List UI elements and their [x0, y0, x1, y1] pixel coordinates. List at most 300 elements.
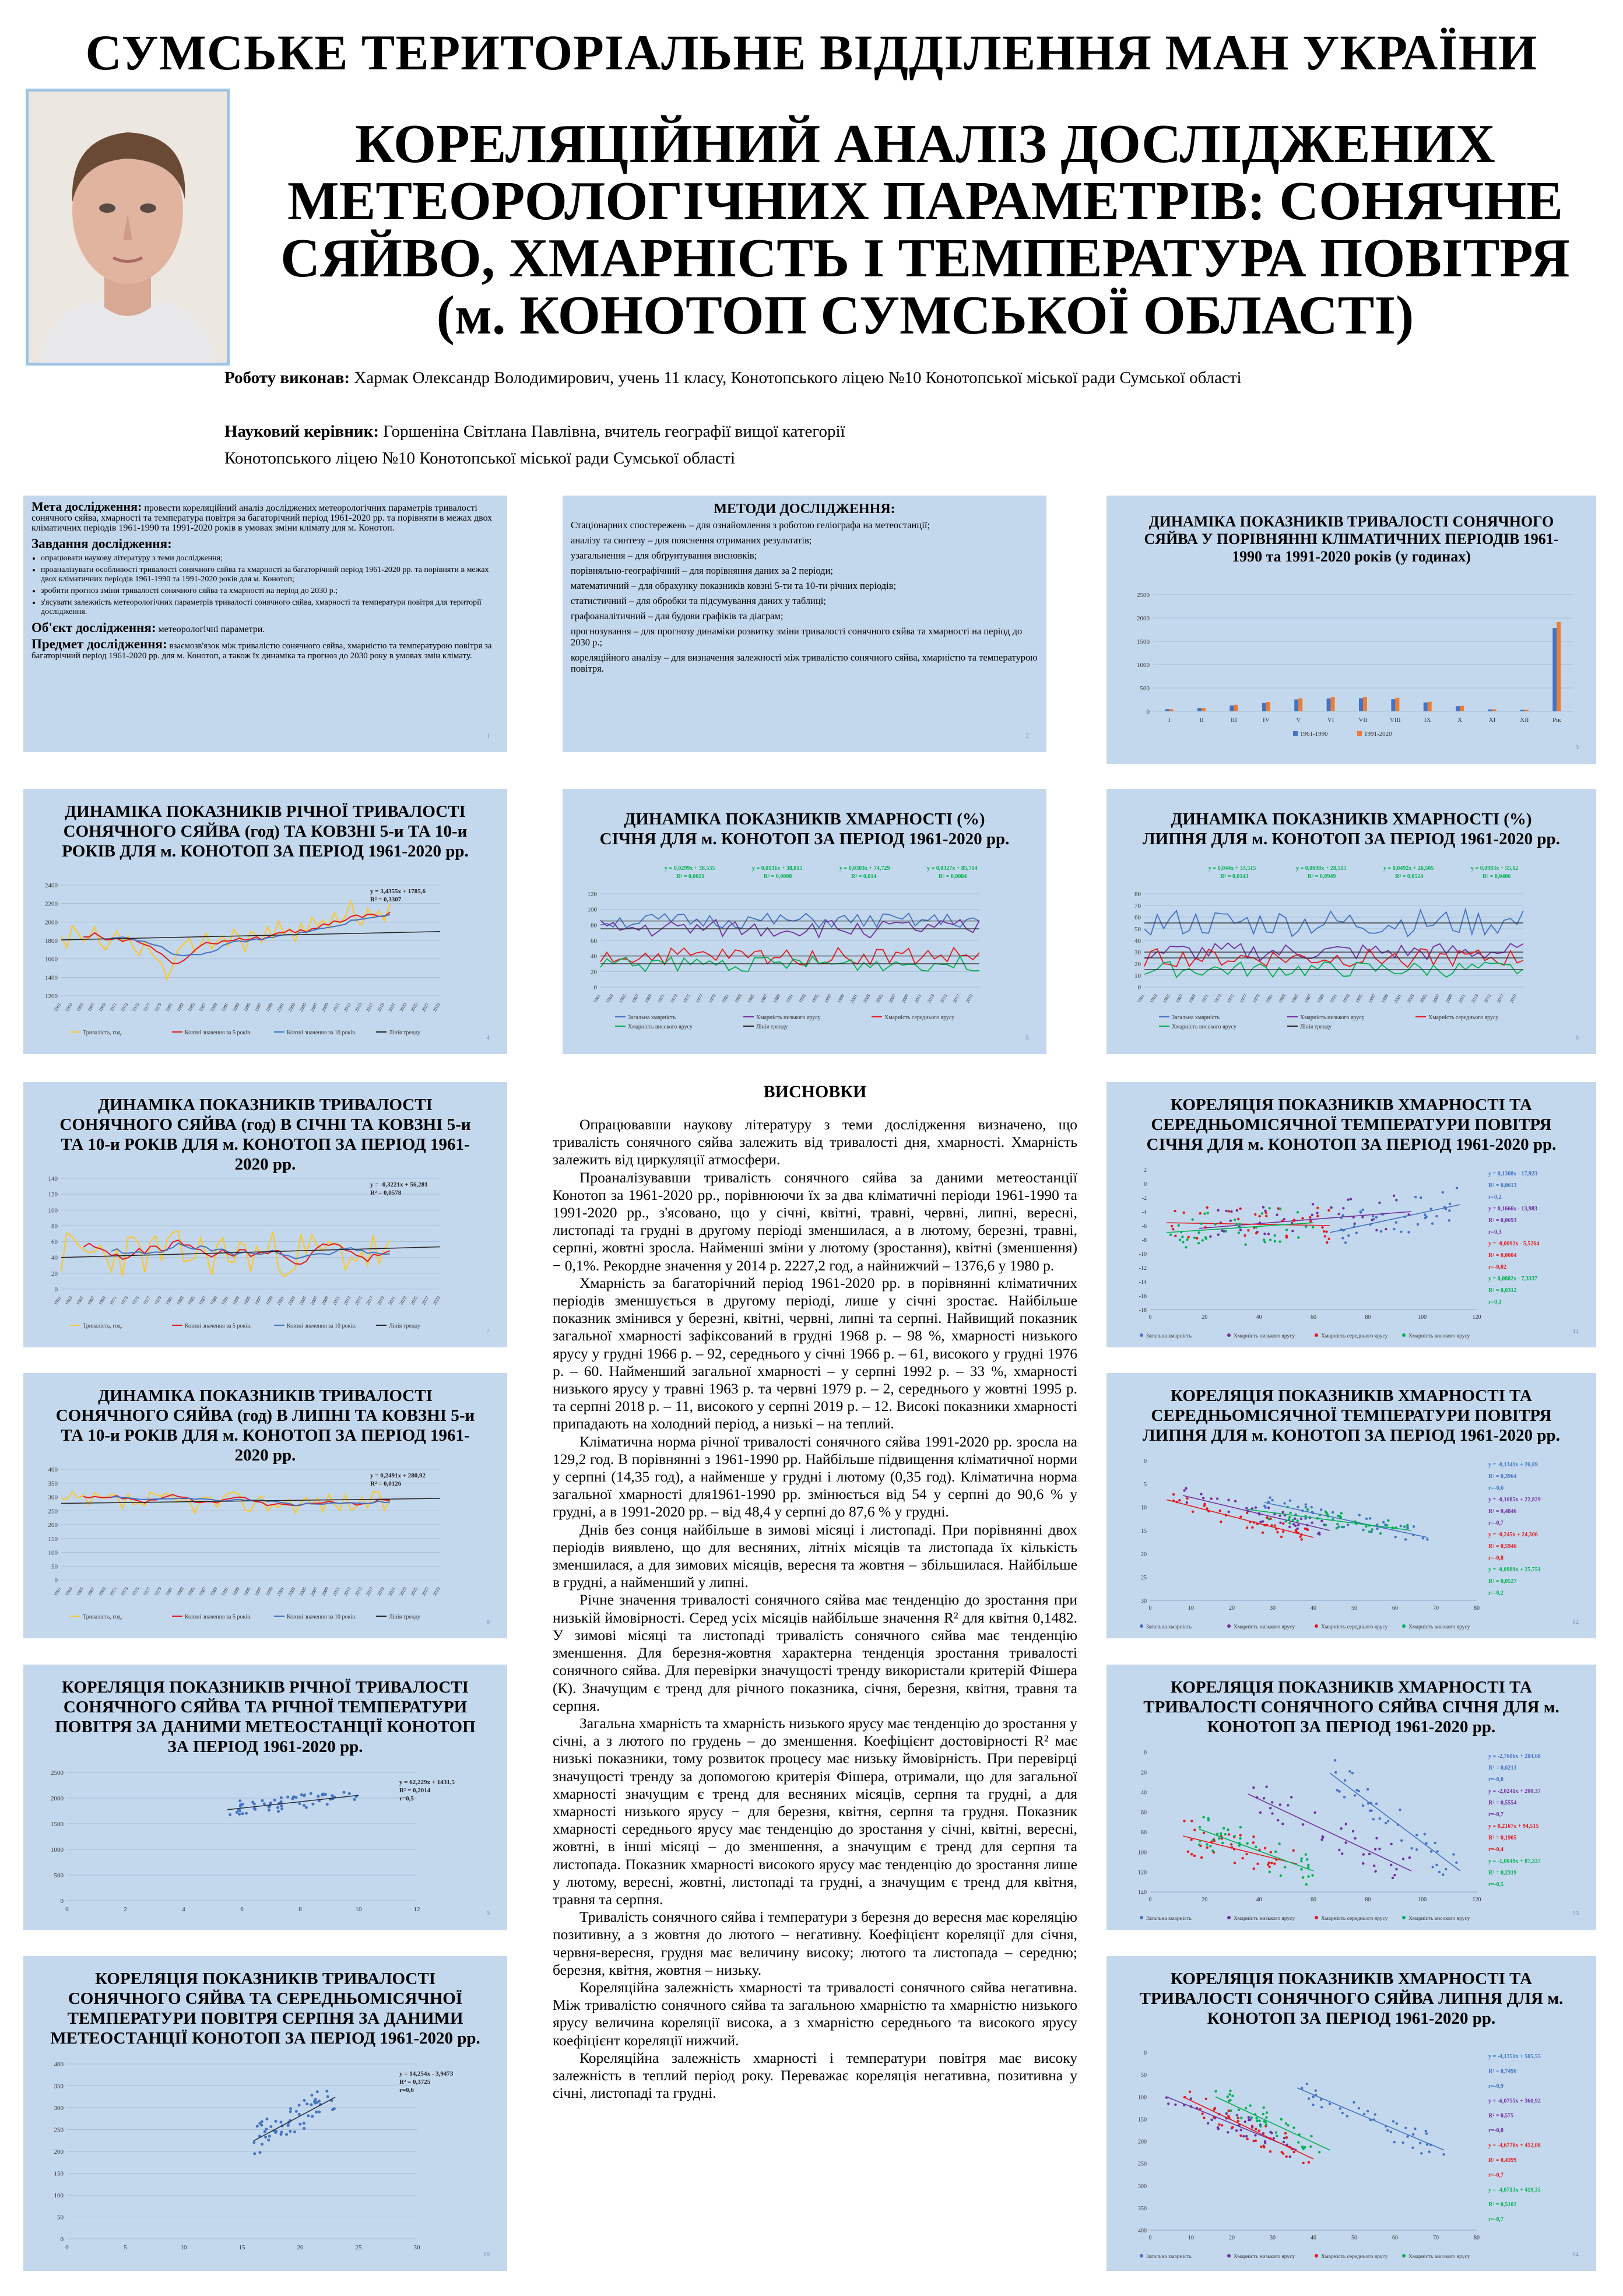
scatter-point [1274, 1240, 1276, 1242]
x-tick-label: 1977 [142, 1295, 152, 1306]
scatter-point [1432, 1866, 1434, 1868]
scatter-point [1341, 1237, 1344, 1239]
scatter-point [1392, 2120, 1394, 2122]
x-tick-label: 1961 [52, 1002, 62, 1013]
x-tick-label: 1995 [242, 1002, 252, 1013]
legend-label: Лінія тренду [389, 1323, 421, 1329]
scatter-point [1270, 1862, 1273, 1864]
y-tick-label: -2 [1141, 1195, 1147, 1202]
scatter-point [1285, 1236, 1288, 1238]
scatter-point [325, 2090, 328, 2093]
x-tick-label: 2013 [342, 1586, 352, 1597]
scatter-point [1325, 1230, 1327, 1233]
trend-equation: y = 0,2491x + 280,92 [370, 1472, 426, 1479]
scatter-point [1178, 1224, 1180, 1227]
scatter-point [1362, 1862, 1364, 1865]
x-tick-label: 1975 [131, 1586, 140, 1597]
scatter-point [1185, 1246, 1187, 1248]
x-tick-label: 1989 [209, 1002, 219, 1013]
scatter-point [1399, 1809, 1401, 1811]
scatter-point [1407, 1213, 1410, 1216]
y-tick-label: 20 [591, 968, 597, 976]
conclusion-paragraph: Проаналізувавши тривалість сонячного сяйва за даними метеостанції Конотоп за 1961-2020 рр., порівнюючи їх за два кліматичні періоди 1961-1990 та 1991-2020 рр., з'ясовано, що у січні, квітні, травні, червні, липні, вересні, листопаді та грудні в другому періоді зменшилася, а в лютому, березні, травні, серпні, жовтні зросла. Найменші зміни у лютому (зростання), квітні (зменшення) − 0,1%. Рекордне значення у 2014 р. 2227,2 год, а найнижчий – 1376,6 у 1980 р. [553, 1168, 1077, 1274]
scatter-point [1244, 1243, 1246, 1245]
scatter-point [1174, 1210, 1176, 1212]
scatter-point [1379, 1532, 1382, 1535]
y-tick-label: 25 [1141, 1575, 1147, 1581]
x-tick-label: 1965 [75, 1002, 85, 1013]
scatter-point [326, 1803, 329, 1806]
x-tick-label: 1993 [798, 993, 807, 1004]
trend-equation: r=-0,8 [1488, 2128, 1503, 2134]
y-tick-label: 100 [587, 906, 597, 914]
scatter-point [1406, 2135, 1408, 2137]
trend-r2: R² = 0,0578 [370, 1189, 402, 1196]
x-tick-label: 1967 [631, 993, 640, 1004]
scatter-point [1261, 1212, 1263, 1214]
chart-panel-jul-sunshine [23, 1373, 507, 1638]
y-tick-label: 50 [57, 2214, 64, 2221]
slide-number: 4 [486, 1034, 490, 1041]
scatter-point [1204, 1236, 1207, 1238]
scatter-point [1311, 1506, 1313, 1508]
bar [1359, 698, 1363, 711]
scatter-point [1320, 2106, 1323, 2108]
x-tick-label: 2005 [874, 993, 884, 1004]
x-tick-label: Рік [1552, 717, 1561, 724]
x-tick-label: 2015 [354, 1002, 363, 1013]
scatter-point [1267, 1507, 1270, 1509]
x-tick-label: 1995 [242, 1295, 252, 1306]
scatter-point [1386, 2129, 1389, 2132]
y-tick-label: 0 [54, 1577, 58, 1584]
scatter-point [1254, 1213, 1256, 1216]
x-tick-label: 1999 [1380, 993, 1390, 1004]
scatter-point [1183, 1212, 1185, 1214]
scatter-point [1288, 1518, 1290, 1521]
scatter-point [1371, 1219, 1373, 1221]
x-tick-label: 2003 [862, 993, 872, 1004]
x-tick-label: 1979 [1252, 993, 1262, 1004]
scatter-point [1442, 1191, 1444, 1193]
scatter-point [1249, 2104, 1251, 2107]
slide-number: 5 [1025, 1034, 1029, 1041]
x-tick-label: 1997 [254, 1295, 263, 1306]
scatter-point [1190, 1820, 1193, 1822]
scatter-point [303, 1794, 305, 1797]
trend-equation: r=-0,2 [1488, 1590, 1503, 1596]
y-tick-label: 60 [591, 938, 597, 945]
y-tick-label: -10 [1139, 1251, 1147, 1258]
scatter-point [1192, 1511, 1194, 1513]
scatter-point [1202, 2112, 1204, 2115]
legend-label: Хмарність низького ярусу [1234, 1333, 1295, 1339]
scatter-point [1187, 1851, 1189, 1853]
scatter-point [1214, 1223, 1216, 1226]
scatter-point [1330, 1206, 1332, 1209]
scatter-point [1359, 1212, 1362, 1214]
scatter-point [1406, 1527, 1408, 1529]
legend-label: 1991-2020 [1364, 731, 1392, 738]
scatter-point [1203, 1832, 1205, 1834]
x-tick-label: 1963 [605, 993, 614, 1004]
scatter-point [1321, 1226, 1323, 1228]
scatter-point [1358, 1514, 1361, 1516]
scatter-point [1308, 2097, 1310, 2100]
trend-r2: R² = 0,0084 [939, 873, 967, 880]
legend-label: Хмарність середнього ярусу [1428, 1014, 1499, 1021]
trend-line [1199, 1829, 1313, 1871]
scatter-point [1347, 1199, 1349, 1201]
scatter-point [1305, 1853, 1307, 1855]
x-tick-label: 1997 [823, 993, 833, 1004]
y-tick-label: 40 [1141, 1789, 1147, 1796]
y-tick-label: 0 [54, 1286, 58, 1293]
scatter-point [1299, 1536, 1301, 1538]
scatter-point [1395, 1221, 1397, 1223]
scatter-point [1239, 1207, 1242, 1210]
scatter-point [1300, 1868, 1302, 1870]
bar [1202, 708, 1206, 711]
scatter-point [1390, 2130, 1392, 2133]
y-tick-label: 0 [1144, 1458, 1147, 1465]
x-tick-label: 2003 [287, 1002, 297, 1013]
scatter-point [265, 2128, 268, 2130]
scatter-point [1214, 2090, 1217, 2093]
jul-cloud-chart [1118, 862, 1585, 1048]
x-tick-label: 2021 [387, 1295, 397, 1306]
scatter-point [1229, 2109, 1232, 2112]
scatter-point [289, 2107, 292, 2110]
legend-swatch [1402, 2254, 1406, 2258]
trend-equation: R² = 0,4846 [1488, 1508, 1517, 1515]
scatter-point [331, 1794, 333, 1797]
y-tick-label: 100 [54, 2192, 64, 2199]
y-tick-label: 30 [1134, 949, 1141, 956]
x-tick-label: 2025 [409, 1002, 419, 1013]
y-tick-label: 80 [591, 922, 597, 929]
x-tick-label: 1965 [1162, 993, 1171, 1004]
scatter-point [1252, 1835, 1255, 1838]
x-tick-label: 2027 [420, 1586, 430, 1597]
scatter-point [1400, 1230, 1402, 1233]
trend-line [1167, 1500, 1313, 1537]
y-tick-label: 50 [51, 1563, 58, 1571]
x-tick-label: 1993 [231, 1295, 241, 1306]
x-tick-label: 1985 [187, 1586, 196, 1597]
scatter-point [1300, 1858, 1302, 1860]
series-line [600, 947, 979, 965]
trend-equation: R² = 0,1905 [1488, 1835, 1517, 1841]
y-tick-label: 250 [54, 2126, 64, 2134]
legend-label: Загальна хмарність [1146, 2254, 1192, 2260]
scatter-point [1245, 2107, 1247, 2109]
scatter-point [315, 2111, 318, 2114]
legend-label: Хмарність низького ярусу [1234, 1916, 1295, 1922]
scatter-point [1290, 1796, 1292, 1798]
y-tick-label: 200 [54, 2148, 64, 2155]
scatter-point [1205, 2098, 1207, 2100]
conclusion-paragraph: Кореляційна залежність хмарності та тривалості сонячного сяйва негативна. Між тривалістю сонячного сяйва та загальною хмарністю та хмарністю низького ярусу величина кореляції висока, а з хмарністю середнього та високого ярусу коефіцієнт кореляції нижчий. [553, 1978, 1077, 2049]
x-tick-label: 1963 [64, 1586, 73, 1597]
scatter-point [1288, 1516, 1291, 1518]
scatter-point [1193, 1237, 1196, 1239]
scatter-point [1209, 1235, 1211, 1238]
x-tick-label: 40 [1311, 1605, 1316, 1612]
scatter-point [1456, 1187, 1458, 1189]
scatter-point [1229, 2099, 1231, 2101]
scatter-point [1325, 1511, 1327, 1513]
method-item: Стаціонарних спостережень – для ознайомлення з роботою геліографа на метеостанції; [571, 519, 930, 531]
trend-equation: y = 0,0327x + 85,714 [927, 865, 978, 872]
goal-paragraph [31, 501, 499, 533]
trend-equation: y = -2,7606x + 284,68 [1488, 1753, 1541, 1760]
object-label: Об'єкт дослідження: [31, 620, 156, 635]
conclusion-paragraph: Кліматична норма річної тривалості сонячного сяйва 1991-2020 рр. зросла на 129,2 год. В порівнянні з 1961-1990 рр. Найбільше підвищення кліматичної норми у серпні (14,35 год), а найменше у грудні і лютому (0,35 год). Кліматична норма загальної хмарності для1961-1990 рр. змінюється від 54 у серпні до 90,6 % у грудні, а в 1991-2020 рр. – від 48,4 у серпні до 87,6 % у грудні. [553, 1433, 1077, 1521]
y-tick-label: 40 [51, 1254, 58, 1262]
scatter-point [1375, 1229, 1378, 1231]
scatter-point [1262, 1532, 1264, 1534]
y-tick-label: 100 [48, 1549, 58, 1557]
x-tick-label: 30 [1270, 1605, 1276, 1612]
legend-label: Загальна хмарність [1146, 1333, 1192, 1339]
x-tick-label: 1963 [64, 1295, 73, 1306]
scatter-point [1239, 1837, 1241, 1839]
scatter-point [1228, 1833, 1230, 1835]
scatter-point [1294, 1525, 1297, 1527]
scatter-point [1365, 1525, 1367, 1528]
scatter-point [1265, 2116, 1267, 2119]
supervisor-label: Науковий керівник: [224, 422, 380, 441]
scatter-point [1278, 1842, 1280, 1845]
scatter-point [343, 1791, 346, 1794]
scatter-point [1285, 2136, 1288, 2139]
x-tick-label: 0 [1148, 1314, 1152, 1321]
x-tick-label: 6 [240, 1906, 244, 1913]
scatter-point [1269, 1807, 1271, 1809]
scatter-point [1293, 1219, 1295, 1221]
x-tick-label: 2001 [276, 1295, 286, 1306]
x-tick-label: 30 [413, 2244, 420, 2251]
scatter-point [1304, 1517, 1306, 1519]
scatter-point [295, 2110, 298, 2113]
scatter-point [1206, 1843, 1208, 1845]
scatter-point [1227, 1499, 1229, 1501]
scatter-point [1262, 1520, 1264, 1522]
legend-swatch [1140, 2254, 1143, 2258]
scatter-point [1310, 2135, 1312, 2137]
chart-title: ДИНАМІКА ПОКАЗНИКІВ ХМАРНОСТІ (%) СІЧНЯ ДЛЯ м. КОНОТОП ЗА ПЕРІОД 1961-2020 рр. [599, 810, 1010, 848]
trend-r2: R² = 0,0143 [1220, 873, 1249, 880]
x-tick-label: 1963 [1148, 993, 1158, 1004]
scatter-point [1327, 1515, 1329, 1517]
scatter-point [1287, 2124, 1289, 2126]
scatter-point [1374, 1870, 1376, 1872]
scatter-point [1302, 1823, 1304, 1825]
x-tick-label: 1991 [220, 1295, 230, 1306]
x-tick-label: 2021 [387, 1002, 397, 1013]
scatter-point [1386, 1524, 1388, 1526]
scatter-point [1375, 1837, 1378, 1839]
x-tick-label: 2023 [398, 1002, 408, 1013]
scatter-point [1345, 1823, 1347, 1825]
scatter-point [1387, 1820, 1389, 1822]
scatter-point [1281, 1511, 1284, 1513]
scatter-point [1203, 1504, 1206, 1507]
scatter-point [1262, 1206, 1264, 1208]
x-tick-label: 80 [1474, 2235, 1480, 2241]
y-tick-label: 400 [54, 2061, 64, 2068]
x-tick-label: 0 [1148, 1897, 1152, 1903]
goal-label: Мета дослідження: [31, 499, 142, 514]
x-tick-label: 1977 [142, 1002, 152, 1013]
scatter-point [1297, 1211, 1299, 1213]
x-tick-label: 1977 [142, 1586, 152, 1597]
trend-equation: r=-0,5 [1488, 1881, 1503, 1888]
y-tick-label: 1500 [51, 1821, 64, 1828]
y-tick-label: 1400 [45, 974, 58, 982]
scatter-point [1347, 1234, 1350, 1237]
x-tick-label: 1977 [695, 993, 705, 1004]
y-tick-label: 60 [1141, 1809, 1147, 1816]
x-tick-label: 2019 [1508, 993, 1518, 1004]
scatter-point [1251, 1526, 1253, 1529]
x-tick-label: IV [1263, 717, 1270, 724]
scatter-point [1282, 1522, 1284, 1525]
chart-title: КОРЕЛЯЦІЯ ПОКАЗНИКІВ ХМАРНОСТІ ТА СЕРЕДНЬОМІСЯЧНОЇ ТЕМПЕРАТУРИ ПОВІТРЯ СІЧНЯ ДЛЯ м. КОНОТОП ЗА ПЕРІОД 1961-2020 рр. [1146, 1096, 1557, 1154]
scatter-point [256, 2125, 259, 2128]
trend-equation: y = -0,1685x + 22,829 [1488, 1497, 1541, 1503]
scatter-point [1282, 1530, 1284, 1533]
x-tick-label: 1981 [721, 993, 730, 1004]
x-tick-label: 2029 [431, 1586, 441, 1597]
scatter-point [261, 2143, 264, 2146]
bar [1456, 706, 1460, 711]
scatter-point [1402, 2141, 1404, 2144]
legend-swatch [1402, 1916, 1406, 1919]
x-tick-label: 2007 [887, 993, 897, 1004]
x-tick-label: 50 [1351, 1605, 1357, 1612]
bar [1266, 702, 1270, 711]
scatter-point [1244, 2121, 1246, 2123]
scatter-point [1251, 2125, 1253, 2127]
trend-line [1297, 2088, 1444, 2150]
x-tick-label: 1971 [656, 993, 666, 1004]
scatter-point [1305, 1503, 1307, 1505]
scatter-point [269, 2125, 272, 2128]
trend-equation: R² = 0,5554 [1488, 1800, 1517, 1806]
y-tick-label: 2400 [45, 882, 58, 889]
scatter-point [1239, 2129, 1242, 2131]
scatter-point [1235, 2129, 1238, 2132]
scatter-point [1361, 1209, 1364, 1211]
x-tick-label: 2029 [431, 1002, 441, 1013]
scatter-point [1174, 2104, 1176, 2106]
x-tick-label: 2015 [939, 993, 948, 1004]
x-tick-label: 10 [1188, 1605, 1194, 1612]
scatter-point [269, 1802, 272, 1804]
x-tick-label: 1987 [1303, 993, 1313, 1004]
trend-equation: R² = 0,0527 [1488, 1578, 1517, 1585]
scatter-point [263, 1802, 266, 1805]
scatter-point [1355, 1231, 1358, 1234]
scatter-point [245, 1812, 248, 1815]
legend-swatch [1140, 1333, 1143, 1337]
legend-label: Хмарність середнього ярусу [1321, 1624, 1388, 1630]
legend-label: Загальна хмарність [628, 1014, 676, 1021]
portrait-image [29, 92, 227, 363]
x-tick-label: X [1457, 717, 1463, 724]
scatter-point [1284, 1520, 1287, 1522]
x-tick-label: 2005 [298, 1002, 308, 1013]
scatter-point [1178, 1499, 1181, 1501]
x-tick-label: 1973 [120, 1586, 129, 1597]
series-line-ma10 [111, 915, 390, 956]
scatter-point [1352, 2101, 1355, 2104]
trend-equation: y = -0,0989x + 25,751 [1488, 1567, 1541, 1573]
scatter-point [1256, 1863, 1259, 1865]
x-tick-label: 60 [1392, 1605, 1398, 1612]
x-tick-label: 1985 [746, 993, 756, 1004]
scatter-point [1185, 1487, 1187, 1490]
scatter-point [1425, 2130, 1427, 2132]
slide-number: 13 [1572, 1910, 1579, 1917]
trend-equation: y = 0,0882x - 7,3337 [1488, 1276, 1538, 1282]
scatter-point [1452, 1853, 1455, 1855]
slide-number: 14 [1572, 2251, 1579, 2258]
legend-label: Ковзні значення за 10 років. [287, 1323, 357, 1329]
scatter-point [1167, 2102, 1169, 2105]
scatter-point [1231, 2126, 1234, 2129]
y-tick-label: 150 [1138, 2116, 1147, 2123]
scatter-point [1199, 1826, 1201, 1828]
scatter-point [1279, 1803, 1281, 1806]
x-tick-label: 1993 [1341, 993, 1351, 1004]
scatter-point [348, 1792, 351, 1795]
scatter-point [1224, 1833, 1227, 1835]
methods-title: МЕТОДИ ДОСЛІДЖЕННЯ: [714, 501, 895, 517]
tasks-title: Завдання дослідження: [31, 536, 172, 551]
scatter-point [1309, 1220, 1312, 1223]
x-tick-label: 2011 [1457, 993, 1467, 1004]
y-tick-label: 2000 [1137, 615, 1150, 622]
scatter-point [1312, 2104, 1314, 2106]
task-item: • зробити прогноз зміни тривалості сонячного сяйва та хмарності на період до 2030 р.; [41, 587, 499, 596]
x-tick-label: 2017 [365, 1586, 375, 1597]
chart-panel-jan-cloud-temp-corr [1106, 1082, 1596, 1347]
x-tick-label: 2023 [398, 1295, 408, 1306]
legend-swatch [1140, 1624, 1143, 1628]
scatter-point [1297, 2141, 1299, 2143]
legend-label: Загальна хмарність [1146, 1916, 1192, 1922]
trend-line [1183, 1495, 1330, 1530]
scatter-point [1379, 1817, 1381, 1820]
x-tick-label: 2013 [342, 1295, 352, 1306]
y-tick-label: 2000 [45, 919, 58, 926]
scatter-point [1182, 1241, 1184, 1243]
scatter-point [1387, 1519, 1389, 1522]
x-tick-label: 10 [1188, 2235, 1194, 2241]
legend-label: Хмарність високого ярусу [1408, 1333, 1470, 1339]
scatter-point [1375, 1216, 1378, 1219]
scatter-point [1269, 1238, 1271, 1241]
trend-equation: r=-0,7 [1488, 2216, 1503, 2223]
scatter-point [1245, 1853, 1248, 1855]
x-tick-label: 2007 [1431, 993, 1441, 1004]
legend-swatch [1402, 1333, 1406, 1337]
scatter-point [264, 2130, 266, 2133]
jan-cloud-temp-corr-chart [1118, 1161, 1585, 1342]
